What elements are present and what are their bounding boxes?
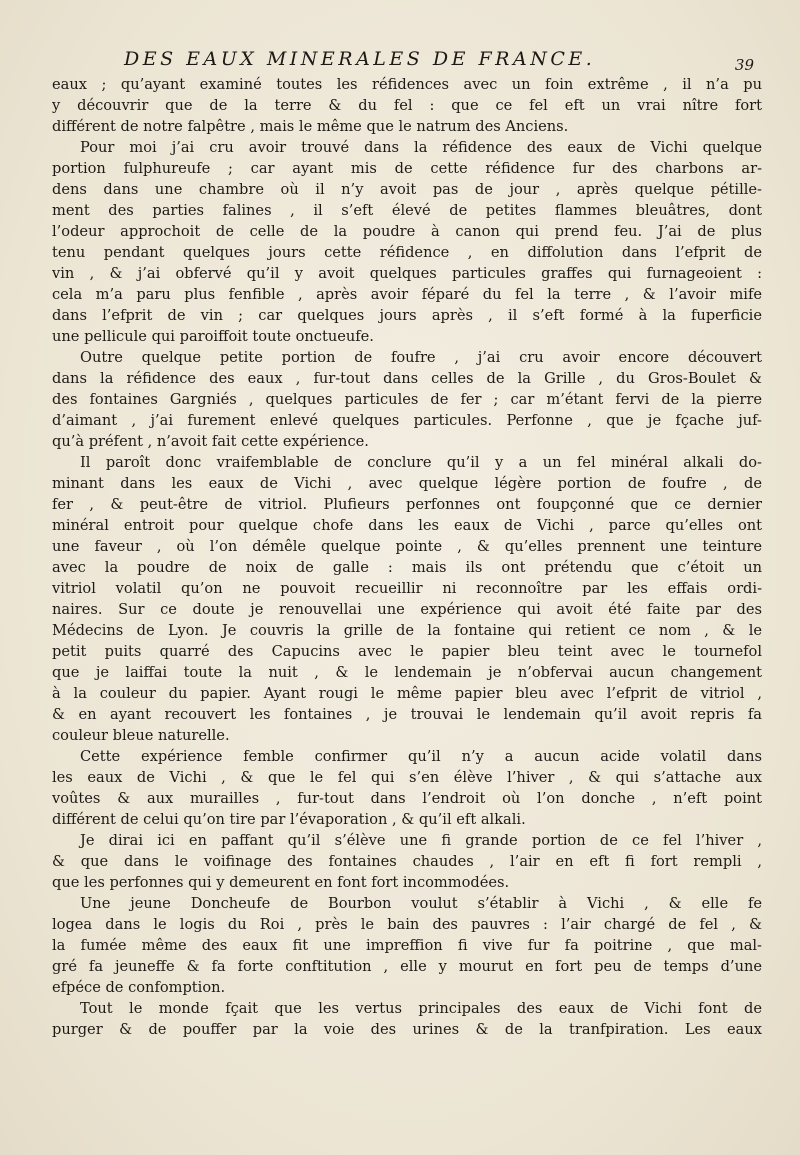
text-line: des fontaines Gargniés , quelques particules de fer ; car m’étant fervi de la pierre: [52, 391, 762, 408]
text-line: logea dans le logis du Roi , près le bain des pauvres : l’air chargé de fel , &: [52, 916, 762, 933]
text-line: vin , & j’ai obfervé qu’il y avoit quelques particules graffes qui furnageoient :: [52, 265, 762, 282]
text-line: purger & de pouffer par la voie des urines & de la tranfpiration. Les eaux: [52, 1021, 762, 1038]
text-line: eaux ; qu’ayant examiné toutes les réfidences avec un foin extrême , il n’a pu: [52, 76, 762, 93]
text-line: à la couleur du papier. Ayant rougi le même papier bleu avec l’efprit de vitriol ,: [52, 685, 762, 702]
body-text: [52, 74, 762, 1040]
text-line: minéral entroit pour quelque chofe dans les eaux de Vichi , parce qu’elles ont: [52, 517, 762, 534]
text-line: petit puits quarré des Capucins avec le papier bleu teint avec le tournefol: [52, 643, 762, 660]
text-line: les eaux de Vichi , & que le fel qui s’en élève l’hiver , & qui s’attache aux: [52, 769, 762, 786]
text-line: couleur bleue naturelle.: [52, 727, 230, 744]
text-line: la fumée même des eaux fit une impreffion fi vive fur fa poitrine , que mal-: [52, 937, 762, 954]
text-line: d’aimant , j’ai furement enlevé quelques particules. Perfonne , que je fçache juf-: [52, 412, 762, 429]
text-line: une pellicule qui paroiffoit toute onctueufe.: [52, 328, 374, 345]
page-number: 39: [734, 56, 754, 74]
text-line: Pour moi j’ai cru avoir trouvé dans la réfidence des eaux de Vichi quelque: [80, 139, 762, 156]
text-line: l’odeur approchoit de celle de la poudre à canon qui prend feu. J’ai de plus: [52, 223, 762, 240]
running-title: DES EAUX MINERALES DE FRANCE.: [124, 48, 596, 70]
text-line: avec la poudre de noix de galle : mais ils ont prétendu que c’étoit un: [52, 559, 762, 576]
text-line: différent de celui qu’on tire par l’évaporation , & qu’il eft alkali.: [52, 811, 526, 828]
text-line: Cette expérience femble confirmer qu’il n’y a aucun acide volatil dans: [80, 748, 762, 765]
text-line: & que dans le voifinage des fontaines chaudes , l’air en eft fi fort rempli ,: [52, 853, 762, 870]
text-line: Une jeune Doncheufe de Bourbon voulut s’établir à Vichi , & elle fe: [80, 895, 762, 912]
text-line: y découvrir que de la terre & du fel : que ce fel eft un vrai nître fort: [52, 97, 762, 114]
text-line: Je dirai ici en paffant qu’il s’élève une fi grande portion de ce fel l’hiver ,: [80, 832, 762, 849]
text-line: que les perfonnes qui y demeurent en font fort incommodées.: [52, 874, 510, 891]
text-line: Médecins de Lyon. Je couvris la grille de la fontaine qui retient ce nom , & le: [52, 622, 762, 639]
text-line: qu’à préfent , n’avoit fait cette expérience.: [52, 433, 369, 450]
text-line: vitriol volatil qu’on ne pouvoit recueillir ni reconnoître par les effais ordi-: [52, 580, 762, 597]
text-line: efpéce de confomption.: [52, 979, 226, 996]
text-line: une faveur , où l’on démêle quelque pointe , & qu’elles prennent une teinture: [52, 538, 762, 555]
text-line: différent de notre falpêtre , mais le même que le natrum des Anciens.: [52, 118, 569, 135]
text-line: & en ayant recouvert les fontaines , je trouvai le lendemain qu’il avoit repris fa: [52, 706, 762, 723]
text-line: Tout le monde fçait que les vertus principales des eaux de Vichi font de: [80, 1000, 762, 1017]
text-line: cela m’a paru plus fenfible , après avoir féparé du fel la terre , & l’avoir mife: [52, 286, 762, 303]
text-line: fer , & peut-être de vitriol. Plufieurs perfonnes ont foupçonné que ce dernier: [52, 496, 762, 513]
text-line: Outre quelque petite portion de foufre , j’ai cru avoir encore découvert: [80, 349, 762, 366]
text-line: gré fa jeuneffe & fa forte conftitution , elle y mourut en fort peu de temps d’une: [52, 958, 762, 975]
text-line: Il paroît donc vraifemblable de conclure qu’il y a un fel minéral alkali do-: [80, 454, 762, 471]
text-line: naires. Sur ce doute je renouvellai une expérience qui avoit été faite par des: [52, 601, 762, 618]
text-line: que je laiffai toute la nuit , & le lendemain je n’obfervai aucun changement: [52, 664, 762, 681]
text-line: ment des parties falines , il s’eft élevé de petites flammes bleuâtres, dont: [52, 202, 762, 219]
text-line: minant dans les eaux de Vichi , avec quelque légère portion de foufre , de: [52, 475, 762, 492]
text-line: dans la réfidence des eaux , fur-tout dans celles de la Grille , du Gros-Boulet &: [52, 370, 762, 387]
text-line: dans l’efprit de vin ; car quelques jours après , il s’eft formé à la fuperficie: [52, 307, 762, 324]
text-line: voûtes & aux murailles , fur-tout dans l’endroit où l’on donche , n’eft point: [52, 790, 762, 807]
text-line: portion fulphureufe ; car ayant mis de cette réfidence fur des charbons ar-: [52, 160, 762, 177]
text-line: tenu pendant quelques jours cette réfidence , en diffolution dans l’efprit de: [52, 244, 762, 261]
text-line: dens dans une chambre où il n’y avoit pas de jour , après quelque pétille-: [52, 181, 762, 198]
page-header: [124, 48, 754, 74]
